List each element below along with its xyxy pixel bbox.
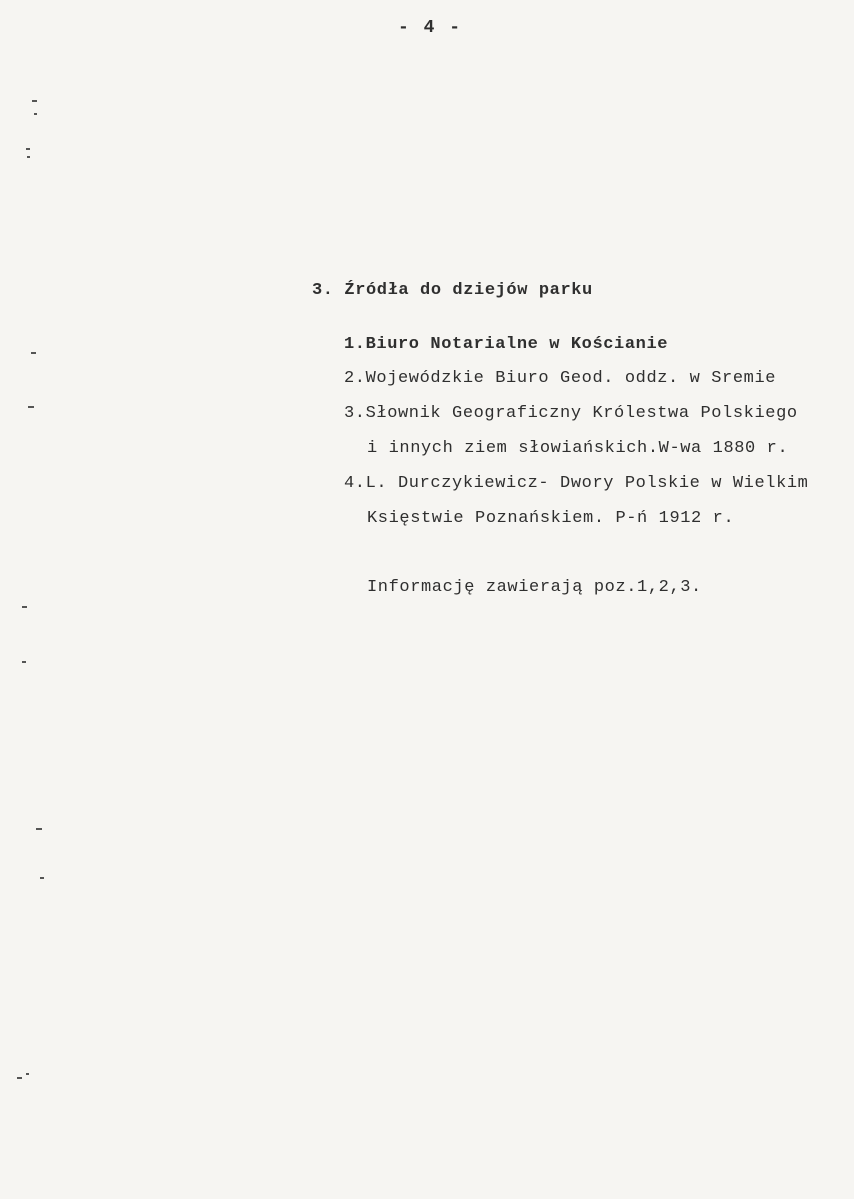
margin-mark — [32, 100, 37, 102]
source-item-1: 1.Biuro Notarialne w Kościanie — [344, 335, 669, 354]
margin-mark — [22, 606, 27, 608]
margin-mark — [26, 1073, 29, 1075]
page-number: - 4 - — [398, 18, 463, 38]
information-note: Informację zawierają poz.1,2,3. — [367, 578, 702, 597]
margin-mark — [28, 406, 34, 408]
margin-mark — [26, 148, 30, 150]
margin-mark — [40, 877, 44, 879]
section-heading: 3. Źródła do dziejów parku — [312, 281, 593, 300]
source-item-4-continued: Księstwie Poznańskiem. P-ń 1912 r. — [367, 509, 735, 528]
source-item-4: 4.L. Durczykiewicz- Dwory Polskie w Wielkim — [344, 474, 809, 493]
source-item-3-continued: i innych ziem słowiańskich.W-wa 1880 r. — [367, 439, 789, 458]
margin-mark — [36, 828, 42, 830]
margin-mark — [17, 1077, 22, 1079]
margin-mark — [34, 113, 37, 115]
margin-mark — [22, 661, 26, 663]
source-item-3: 3.Słownik Geograficzny Królestwa Polskiego — [344, 404, 798, 423]
margin-mark — [31, 352, 36, 354]
margin-mark — [27, 156, 30, 158]
source-item-2: 2.Wojewódzkie Biuro Geod. oddz. w Sremie — [344, 369, 777, 388]
